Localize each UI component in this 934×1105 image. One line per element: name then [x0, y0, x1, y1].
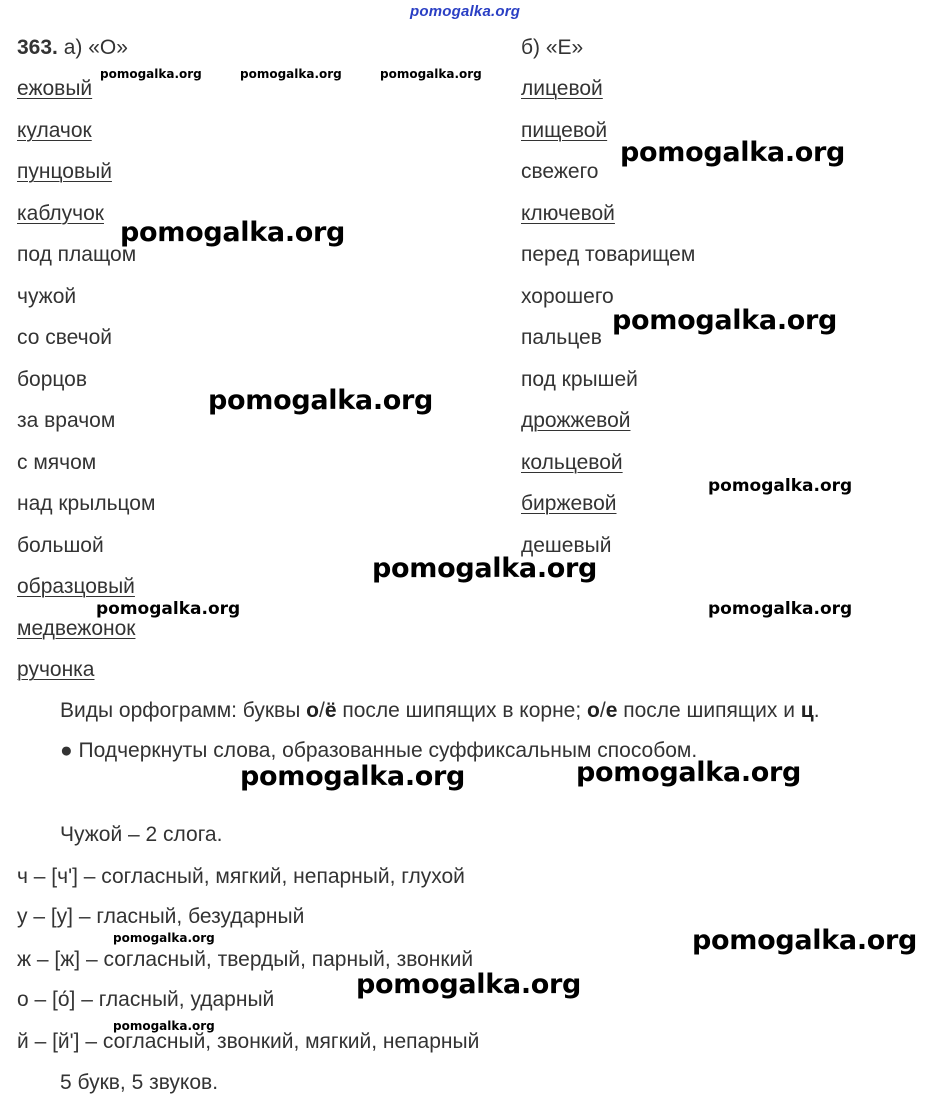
analysis-line: й – [й'] – согласный, звонкий, мягкий, непарный [17, 1030, 480, 1053]
word-item: большой [17, 533, 104, 557]
word-item: каблучок [17, 201, 104, 225]
word-item: хорошего [521, 284, 614, 308]
word-item: кулачок [17, 118, 92, 142]
site-watermark-top: pomogalka.org [410, 3, 521, 20]
word-item: медвежонок [17, 616, 136, 640]
word-item: пальцев [521, 326, 602, 349]
watermark: pomogalka.org [113, 931, 215, 945]
watermark: pomogalka.org [620, 137, 846, 168]
word-item: пунцовый [17, 160, 112, 183]
exercise-heading-left [17, 36, 128, 60]
watermark: pomogalka.org [708, 476, 853, 496]
orthogram-types: Виды орфограмм: буквы о/ё после шипящих в корне; о/е после шипящих и ц. [60, 699, 820, 722]
word-item: дешевый [521, 533, 612, 557]
analysis-title: Чужой – 2 слога. [60, 823, 223, 846]
watermark: pomogalka.org [692, 925, 918, 956]
watermark: pomogalka.org [208, 385, 434, 416]
left-column-heading: а) «О» [63, 36, 128, 59]
watermark: pomogalka.org [240, 67, 342, 81]
analysis-line: о – [о́] – гласный, ударный [17, 988, 275, 1011]
watermark: pomogalka.org [576, 757, 802, 788]
right-column-heading: б) «Е» [521, 36, 584, 59]
analysis-line: ч – [ч'] – согласный, мягкий, непарный, глухой [17, 865, 465, 888]
watermark: pomogalka.org [120, 217, 346, 248]
word-item: под крышей [521, 367, 638, 391]
analysis-line: ж – [ж] – согласный, твердый, парный, звонкий [17, 948, 474, 971]
word-item: лицевой [521, 77, 603, 100]
watermark: pomogalka.org [612, 305, 838, 336]
watermark: pomogalka.org [356, 969, 582, 1000]
word-item: свежего [521, 160, 599, 183]
word-item: образцовый [17, 575, 135, 598]
word-item: перед товарищем [521, 243, 696, 266]
word-item: борцов [17, 367, 88, 391]
word-item: пищевой [521, 118, 608, 142]
word-item: за врачом [17, 409, 116, 432]
watermark: pomogalka.org [380, 67, 482, 81]
watermark: pomogalka.org [96, 599, 241, 619]
word-item: биржевой [521, 492, 617, 515]
formation-note: ● Подчеркнуты слова, образованные суффиксальным способом. [60, 739, 698, 762]
word-item: с мячом [17, 450, 97, 474]
word-item: под плащом [17, 243, 137, 266]
word-item: чужой [17, 284, 77, 308]
word-item: над крыльцом [17, 492, 156, 515]
exercise-number: 363. [17, 36, 58, 59]
analysis-line: у – [у] – гласный, безударный [17, 905, 305, 928]
watermark: pomogalka.org [113, 1019, 215, 1033]
analysis-summary: 5 букв, 5 звуков. [60, 1071, 219, 1094]
word-item: дрожжевой [521, 409, 631, 432]
word-item: кольцевой [521, 450, 623, 474]
watermark: pomogalka.org [240, 761, 466, 792]
word-item: ручонка [17, 658, 95, 681]
watermark: pomogalka.org [100, 67, 202, 81]
watermark: pomogalka.org [708, 599, 853, 619]
word-item: со свечой [17, 326, 113, 349]
word-item: ключевой [521, 201, 615, 225]
watermark: pomogalka.org [372, 553, 598, 584]
word-item: ежовый [17, 77, 93, 100]
